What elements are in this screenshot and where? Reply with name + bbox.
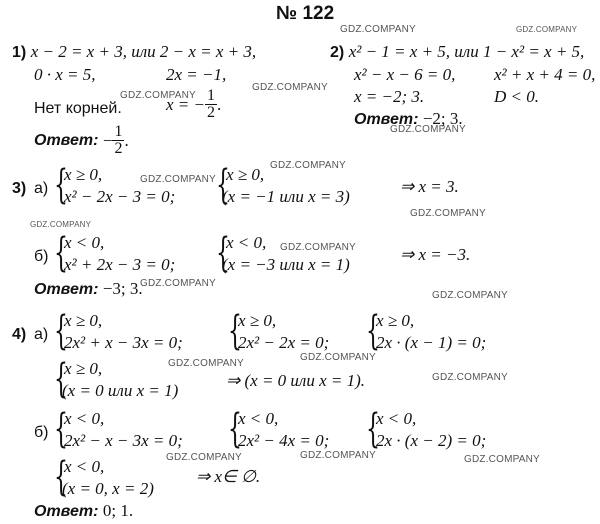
p3a-s1-l2: x² − 2x − 3 = 0; <box>64 187 176 206</box>
system-brace: { <box>228 308 242 354</box>
watermark: GDZ.COMPANY <box>140 278 216 289</box>
p1-line2b: 2x = −1, <box>166 65 227 84</box>
p2-line2b: x² + x + 4 = 0, <box>494 65 596 84</box>
p1-line1: 1) x − 2 = x + 3, или 2 − x = x + 3, <box>12 42 257 61</box>
watermark: GDZ.COMPANY <box>432 290 508 301</box>
watermark: GDZ.COMPANY <box>120 90 196 101</box>
system-brace: { <box>54 356 68 402</box>
p4b-s1-l1: x < 0, <box>64 409 105 428</box>
watermark: GDZ.COMPANY <box>300 450 376 461</box>
system-brace: { <box>54 162 68 208</box>
p4a-s4-l2: (x = 0 или x = 1) <box>62 381 179 400</box>
p3b-s2-l2: (x = −3 или x = 1) <box>222 255 350 274</box>
watermark: GDZ.COMPANY <box>270 160 346 171</box>
p3a-label: а) <box>34 180 49 197</box>
p2-line2a: x² − x − 6 = 0, <box>354 65 456 84</box>
p4b-s4-l1: x < 0, <box>64 457 105 476</box>
p4b-s2-l2: 2x² − 4x = 0; <box>238 431 330 450</box>
watermark: GDZ.COMPANY <box>280 242 356 253</box>
fraction: $\frac{1}{2}$ <box>114 123 123 157</box>
watermark: GDZ.COMPANY <box>390 124 466 135</box>
p1-answer: Ответ: − $\frac{1}{2}$ . <box>34 123 129 157</box>
watermark: GDZ.COMPANY <box>410 208 486 219</box>
watermark: GDZ.COMPANY <box>252 82 328 93</box>
watermark: GDZ.COMPANY <box>432 372 508 383</box>
p3b-s1-l2: x² + 2x − 3 = 0; <box>64 255 176 274</box>
p2-line3b: D < 0. <box>494 87 539 106</box>
p1-no-roots: Нет корней. <box>34 100 122 117</box>
system-brace: { <box>366 308 380 354</box>
p4a-s4-l1: x ≥ 0, <box>64 359 103 378</box>
p2-answer: Ответ: −2; 3. <box>354 109 463 128</box>
system-brace: { <box>366 406 380 452</box>
p4a-result: ⇒ (x = 0 или x = 1). <box>226 371 366 390</box>
system-brace: { <box>216 230 230 276</box>
p1-line2a: 0 · x = 5, <box>34 65 96 84</box>
watermark: GDZ.COMPANY <box>464 454 540 465</box>
fraction: $\frac{1}{2}$ <box>207 87 215 121</box>
p3a-s2-l1: x ≥ 0, <box>226 165 265 184</box>
p4a-s3-l1: x ≥ 0, <box>376 311 415 330</box>
p3b-result: ⇒ x = −3. <box>400 245 471 264</box>
p4b-s3-l2: 2x · (x − 2) = 0; <box>376 431 487 450</box>
watermark: GDZ.COMPANY <box>166 452 242 463</box>
p3b-s1-l1: x < 0, <box>64 233 105 252</box>
watermark: GDZ.COMPANY <box>300 352 376 363</box>
p4a-s2-l1: x ≥ 0, <box>238 311 277 330</box>
p4b-s2-l1: x < 0, <box>238 409 279 428</box>
p1-x-value: x = − $\frac{1}{2}$ . <box>166 87 222 121</box>
p2-line3a: x = −2; 3. <box>354 87 425 106</box>
p4a-s2-l2: 2x² − 2x = 0; <box>238 333 330 352</box>
system-brace: { <box>54 406 68 452</box>
p3b-s2-l1: x < 0, <box>226 233 267 252</box>
p4b-label: б) <box>34 424 49 441</box>
p4a-label: а) <box>34 326 49 343</box>
p4a-s3-l2: 2x · (x − 1) = 0; <box>376 333 487 352</box>
p3a-result: ⇒ x = 3. <box>400 177 459 196</box>
p4b-result: ⇒ x∈ ∅. <box>196 467 261 486</box>
p4-answer: Ответ: 0; 1. <box>34 501 134 520</box>
p4b-s1-l2: 2x² − x − 3x = 0; <box>64 431 183 450</box>
p4b-s3-l1: x < 0, <box>376 409 417 428</box>
p4a-s1-l1: x ≥ 0, <box>64 311 103 330</box>
watermark: GDZ.COMPANY <box>516 25 578 34</box>
watermark: GDZ.COMPANY <box>30 220 92 229</box>
p3-answer: Ответ: −3; 3. <box>34 279 143 298</box>
p4b-s4-l2: (x = 0, x = 2) <box>62 479 154 498</box>
system-brace: { <box>54 308 68 354</box>
watermark: GDZ.COMPANY <box>168 358 244 369</box>
watermark: GDZ.COMPANY <box>340 24 416 35</box>
p4-label: 4) <box>12 326 27 343</box>
p3a-s2-l2: (x = −1 или x = 3) <box>222 187 350 206</box>
p4a-s1-l2: 2x² + x − 3x = 0; <box>64 333 183 352</box>
system-brace: { <box>54 230 68 276</box>
p3a-s1-l1: x ≥ 0, <box>64 165 103 184</box>
problem-title: № 122 <box>276 3 335 24</box>
p2-line1: 2) x² − 1 = x + 5, или 1 − x² = x + 5, <box>330 42 585 61</box>
system-brace: { <box>228 406 242 452</box>
p3-label: 3) <box>12 180 27 197</box>
p3b-label: б) <box>34 248 49 265</box>
system-brace: { <box>54 454 68 500</box>
watermark: GDZ.COMPANY <box>140 174 216 185</box>
system-brace: { <box>216 162 230 208</box>
